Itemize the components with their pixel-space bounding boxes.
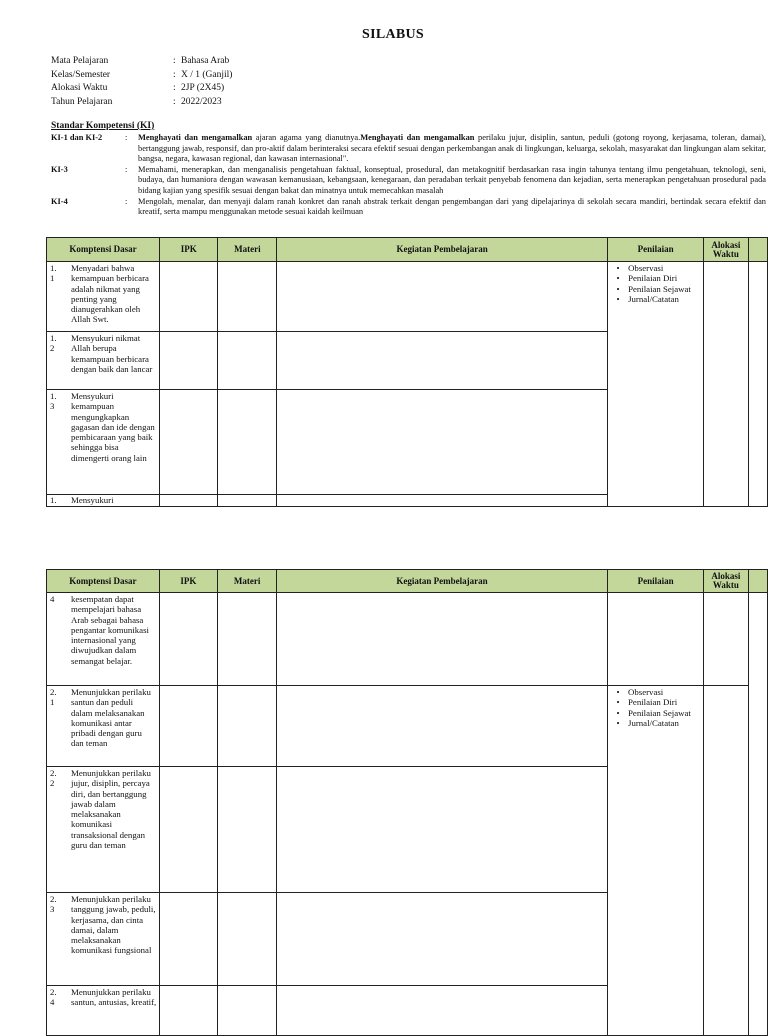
extra-cell xyxy=(748,262,767,507)
list-item xyxy=(608,697,703,707)
bullet-icon: • xyxy=(616,263,620,273)
kd-number: 1. 2 xyxy=(50,333,57,354)
ipk-cell xyxy=(159,893,217,986)
materi-cell xyxy=(218,767,277,893)
penilaian-list xyxy=(608,686,703,728)
info-label: Tahun Pelajaran xyxy=(51,96,113,107)
kegiatan-cell xyxy=(277,390,608,495)
kegiatan-cell xyxy=(277,495,608,507)
bullet-icon: • xyxy=(616,697,620,708)
ki-emphasis: Menghayati dan mengamalkan xyxy=(138,133,253,142)
silabus-table-2 xyxy=(46,569,768,1036)
kd-cell xyxy=(47,390,160,495)
materi-cell xyxy=(218,593,277,686)
kd-text: Menyadari bahwa kemampuan berbicara adalah nikmat yang penting yang dianugerahkan oleh Allah Swt. xyxy=(71,263,149,325)
bullet-icon: • xyxy=(616,717,620,728)
info-label: Kelas/Semester xyxy=(51,69,111,80)
bullet-icon: • xyxy=(616,293,620,304)
kegiatan-cell xyxy=(277,767,608,893)
kd-number: 1. 3 xyxy=(50,391,57,412)
kd-text: Menunjukkan perilaku jujur, disiplin, percaya diri, dan bertanggung jawab dalam melaksanakan komunikasi transaksional dengan guru dan teman xyxy=(71,768,151,851)
info-value: Bahasa Arab xyxy=(181,56,230,66)
kd-cell xyxy=(47,986,160,1036)
info-value: 2022/2023 xyxy=(181,96,222,107)
ipk-cell xyxy=(159,332,217,390)
ki-colon: : xyxy=(125,196,128,206)
bullet-icon: • xyxy=(616,707,620,718)
ki-text: Mengolah, menalar, dan menyaji dalam ranah konkret dan ranah abstrak terkait dengan pengembangan dari yang dipelajarinya di sekolah secara mandiri, bertindak secara efektif dan kreatif, serta mampu menggunakan metode sesuai kaidah keilmuan xyxy=(138,196,766,217)
info-row xyxy=(51,69,381,83)
bullet-icon: • xyxy=(616,273,620,284)
materi-cell xyxy=(218,495,277,507)
list-item xyxy=(608,708,703,718)
info-value: 2JP (2X45) xyxy=(181,83,225,93)
header-materi: Materi xyxy=(218,238,277,262)
header-extra xyxy=(748,570,767,593)
header-alokasi: Alokasi Waktu xyxy=(704,570,748,593)
table-header-row xyxy=(47,570,768,593)
list-item xyxy=(608,294,703,304)
ki-label: KI-4 xyxy=(51,196,68,206)
info-row xyxy=(51,82,381,96)
kd-text: kesempatan dapat mempelajari bahasa Arab sebagai bahasa pengantar komunikasi internasional yang diwujudkan dalam semangat belajar. xyxy=(71,594,149,666)
kegiatan-cell xyxy=(277,593,608,686)
materi-cell xyxy=(218,332,277,390)
kd-cell xyxy=(47,686,160,767)
ki-text-part: ajaran agama yang dianutnya. xyxy=(252,133,361,142)
materi-cell xyxy=(218,686,277,767)
silabus-table-1 xyxy=(46,237,768,507)
ipk-cell xyxy=(159,262,217,332)
ki-label: KI-1 dan KI-2 xyxy=(51,133,103,142)
kegiatan-cell xyxy=(277,686,608,767)
table-header-row xyxy=(47,238,768,262)
kd-text: Menunjukkan perilaku santun, antusias, kreatif, xyxy=(71,987,157,1008)
ki-item xyxy=(51,133,766,165)
alokasi-cell xyxy=(704,686,748,1036)
penilaian-item: Observasi xyxy=(628,687,664,697)
penilaian-cell xyxy=(608,593,704,686)
header-penilaian: Penilaian xyxy=(608,238,704,262)
penilaian-list xyxy=(608,262,703,304)
info-value: X / 1 (Ganjil) xyxy=(181,69,233,80)
kd-cell xyxy=(47,767,160,893)
info-colon: : xyxy=(173,83,176,93)
materi-cell xyxy=(218,986,277,1036)
info-row xyxy=(51,96,381,110)
header-ipk: IPK xyxy=(159,570,217,593)
list-item xyxy=(608,687,703,697)
ki-text-part: perilaku jujur, disiplin, santun, peduli (gotong royong, kerjasama, toleran, damai), bertanggung jawab, responsif, dan pro-aktif dalam berinteraksi secara efektif sesuai dengan perkembangan anak di lingkungan, keluarga, sekolah, masyarakat dan lingkungan alam sekitar, bangsa, negara, kawasan regional, dan kawasan internasional". xyxy=(138,133,767,164)
materi-cell xyxy=(218,893,277,986)
info-colon: : xyxy=(173,69,176,80)
header-kd: Komptensi Dasar xyxy=(47,570,160,593)
info-row xyxy=(51,55,381,69)
subject-info xyxy=(51,55,381,109)
ipk-cell xyxy=(159,390,217,495)
kegiatan-cell xyxy=(277,986,608,1036)
list-item xyxy=(608,718,703,728)
page-title: SILABUS xyxy=(361,27,425,42)
kd-number: 2. 1 xyxy=(50,687,57,708)
kd-number: 1. xyxy=(50,495,57,505)
kd-cell xyxy=(47,495,160,507)
kd-number: 4 xyxy=(50,594,55,604)
ki-item xyxy=(51,197,766,218)
penilaian-item: Penilaian Sejawat xyxy=(628,707,691,718)
header-kegiatan: Kegiatan Pembelajaran xyxy=(277,238,608,262)
kegiatan-cell xyxy=(277,262,608,332)
penilaian-cell xyxy=(608,686,704,1036)
kd-number: 2. 2 xyxy=(50,768,57,789)
header-penilaian: Penilaian xyxy=(608,570,704,593)
penilaian-item: Penilaian Diri xyxy=(628,697,678,708)
extra-cell xyxy=(748,593,767,1036)
header-kd: Komptensi Dasar xyxy=(47,238,160,262)
ki-heading: Standar Kompetensi (KI) xyxy=(51,121,155,131)
header-ipk: IPK xyxy=(159,238,217,262)
kd-text: Mensyukuri xyxy=(71,495,114,505)
header-extra xyxy=(748,238,767,262)
ki-colon: : xyxy=(125,133,128,142)
penilaian-item: Jurnal/Catatan xyxy=(628,717,679,728)
penilaian-item: Penilaian Sejawat xyxy=(628,283,691,294)
materi-cell xyxy=(218,262,277,332)
ipk-cell xyxy=(159,767,217,893)
penilaian-item: Observasi xyxy=(628,263,664,273)
penilaian-item: Jurnal/Catatan xyxy=(628,293,679,304)
ki-text xyxy=(138,133,766,165)
ipk-cell xyxy=(159,593,217,686)
table-row xyxy=(47,686,768,767)
header-alokasi: Alokasi Waktu xyxy=(704,238,748,262)
kd-number: 1. 1 xyxy=(50,263,57,284)
alokasi-cell xyxy=(704,593,748,686)
info-label: Mata Pelajaran xyxy=(51,56,109,66)
ki-label: KI-3 xyxy=(51,164,68,174)
bullet-icon: • xyxy=(616,283,620,294)
alokasi-cell xyxy=(704,262,748,507)
ipk-cell xyxy=(159,495,217,507)
header-kegiatan: Kegiatan Pembelajaran xyxy=(277,570,608,593)
kegiatan-cell xyxy=(277,332,608,390)
info-colon: : xyxy=(173,56,176,66)
list-item xyxy=(608,263,703,273)
table-row xyxy=(47,262,768,332)
info-label: Alokasi Waktu xyxy=(51,83,108,93)
materi-cell xyxy=(218,390,277,495)
kd-cell xyxy=(47,593,160,686)
ipk-cell xyxy=(159,986,217,1036)
kd-text: Menunjukkan perilaku santun dan peduli dalam melaksanakan komunikasi antar pribadi dengan guru dan teman xyxy=(71,687,151,749)
penilaian-cell xyxy=(608,262,704,507)
ki-item xyxy=(51,165,766,197)
table-row xyxy=(47,593,768,686)
ki-emphasis: Menghayati dan mengamalkan xyxy=(360,133,475,142)
ki-colon: : xyxy=(125,164,128,174)
kd-text: Mensyukuri kemampuan mengungkapkan gagasan dan ide dengan pembicaraan yang baik sehingga bisa dimengerti orang lain xyxy=(71,391,155,463)
kd-cell xyxy=(47,262,160,332)
kd-number: 2. 3 xyxy=(50,894,57,915)
bullet-icon: • xyxy=(616,687,620,697)
info-colon: : xyxy=(173,96,176,107)
list-item xyxy=(608,273,703,283)
list-item xyxy=(608,284,703,294)
ki-text: Memahami, menerapkan, dan menganalisis pengetahuan faktual, konseptual, prosedural, dan metakognitif berdasarkan rasa ingin tahunya tentang ilmu pengetahuan, teknologi, seni, budaya, dan humaniora dengan wawasan kemanusiaan, kebangsaan, kenegaraan, dan peradaban terkait penyebab fenomena dan kejadian, serta menerapkan pengetahuan prosedural pada bidang kajian yang spesifik sesuai dengan bakat dan minatnya untuk memecahkan masalah xyxy=(138,164,766,195)
kd-text: Mensyukuri nikmat Allah berupa kemampuan berbicara dengan baik dan lancar xyxy=(71,333,153,374)
kd-text: Menunjukkan perilaku tanggung jawab, peduli, kerjasama, dan cinta damai, dalam melaksanakan komunikasi fungsional xyxy=(71,894,156,956)
kegiatan-cell xyxy=(277,893,608,986)
ipk-cell xyxy=(159,686,217,767)
kd-cell xyxy=(47,893,160,986)
kd-number: 2. 4 xyxy=(50,987,57,1008)
ki-list xyxy=(51,133,766,218)
header-materi: Materi xyxy=(218,570,277,593)
kd-cell xyxy=(47,332,160,390)
penilaian-item: Penilaian Diri xyxy=(628,273,678,284)
